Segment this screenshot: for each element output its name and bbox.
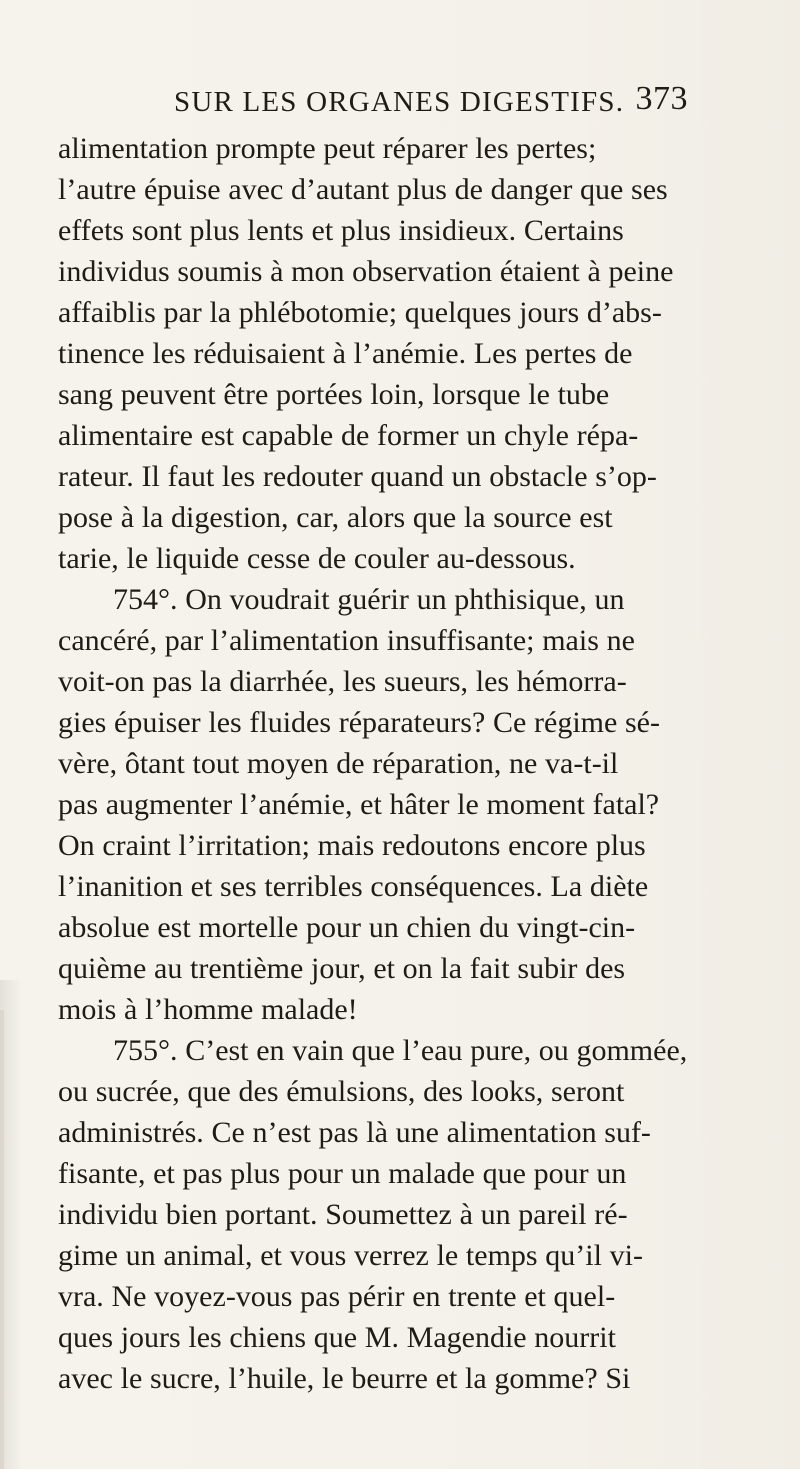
text-line: affaiblis par la phlébotomie; quelques jours d’abs-: [58, 296, 662, 329]
running-head: SUR LES ORGANES DIGESTIFS.: [174, 86, 625, 118]
text-line: effets sont plus lents et plus insidieux. Certains: [58, 214, 624, 247]
text-line: On craint l’irritation; mais redoutons encore plus: [58, 829, 646, 862]
text-line: individu bien portant. Soumettez à un pareil ré-: [58, 1198, 628, 1231]
paragraph-754-first-line: 754°. On voudrait guérir un phthisique, un: [113, 583, 625, 616]
text-line: ques jours les chiens que M. Magendie nourrit: [58, 1321, 616, 1354]
text-line: absolue est mortelle pour un chien du vingt-cin-: [58, 911, 636, 944]
text-line: pose à la digestion, car, alors que la source est: [58, 501, 613, 534]
page-edge-line: [0, 1010, 4, 1469]
text-line: cancéré, par l’alimentation insuffisante; mais ne: [58, 624, 635, 657]
text-line: fisante, et pas plus pour un malade que pour un: [58, 1157, 627, 1190]
text-line: administrés. Ce n’est pas là une alimentation suf-: [58, 1116, 651, 1149]
text-line: gime un animal, et vous verrez le temps qu’il vi-: [58, 1239, 643, 1272]
text-line: avec le sucre, l’huile, le beurre et la gomme? Si: [58, 1362, 631, 1395]
text-line: alimentaire est capable de former un chyle répa-: [58, 419, 639, 452]
text-line: tarie, le liquide cesse de couler au-dessous.: [58, 542, 576, 575]
text-line: voit-on pas la diarrhée, les sueurs, les hémorra-: [58, 665, 627, 698]
paragraph-755-first-line: 755°. C’est en vain que l’eau pure, ou gommée,: [113, 1034, 688, 1067]
text-line: sang peuvent être portées loin, lorsque le tube: [58, 378, 610, 411]
text-line: rateur. Il faut les redouter quand un obstacle s’op-: [58, 460, 657, 493]
text-line: ou sucrée, que des émulsions, des looks, seront: [58, 1075, 625, 1108]
text-line: individus soumis à mon observation étaient à peine: [58, 255, 674, 288]
text-line: alimentation prompte peut réparer les pertes;: [58, 132, 597, 165]
body-text: [58, 128, 740, 1399]
text-line: pas augmenter l’anémie, et hâter le moment fatal?: [58, 788, 660, 821]
text-line: l’autre épuise avec d’autant plus de danger que ses: [58, 173, 668, 206]
page-number: 373: [635, 80, 688, 117]
text-line: gies épuiser les fluides réparateurs? Ce régime sé-: [58, 706, 660, 739]
text-line: vra. Ne voyez-vous pas périr en trente et quel-: [58, 1280, 616, 1313]
page-header: [58, 82, 740, 130]
text-line: quième au trentième jour, et on la fait subir des: [58, 952, 626, 985]
text-line: l’inanition et ses terribles conséquences. La diète: [58, 870, 649, 903]
text-line: mois à l’homme malade!: [58, 993, 358, 1026]
text-line: vère, ôtant tout moyen de réparation, ne va-t-il: [58, 747, 619, 780]
text-line: tinence les réduisaient à l’anémie. Les pertes de: [58, 337, 633, 370]
